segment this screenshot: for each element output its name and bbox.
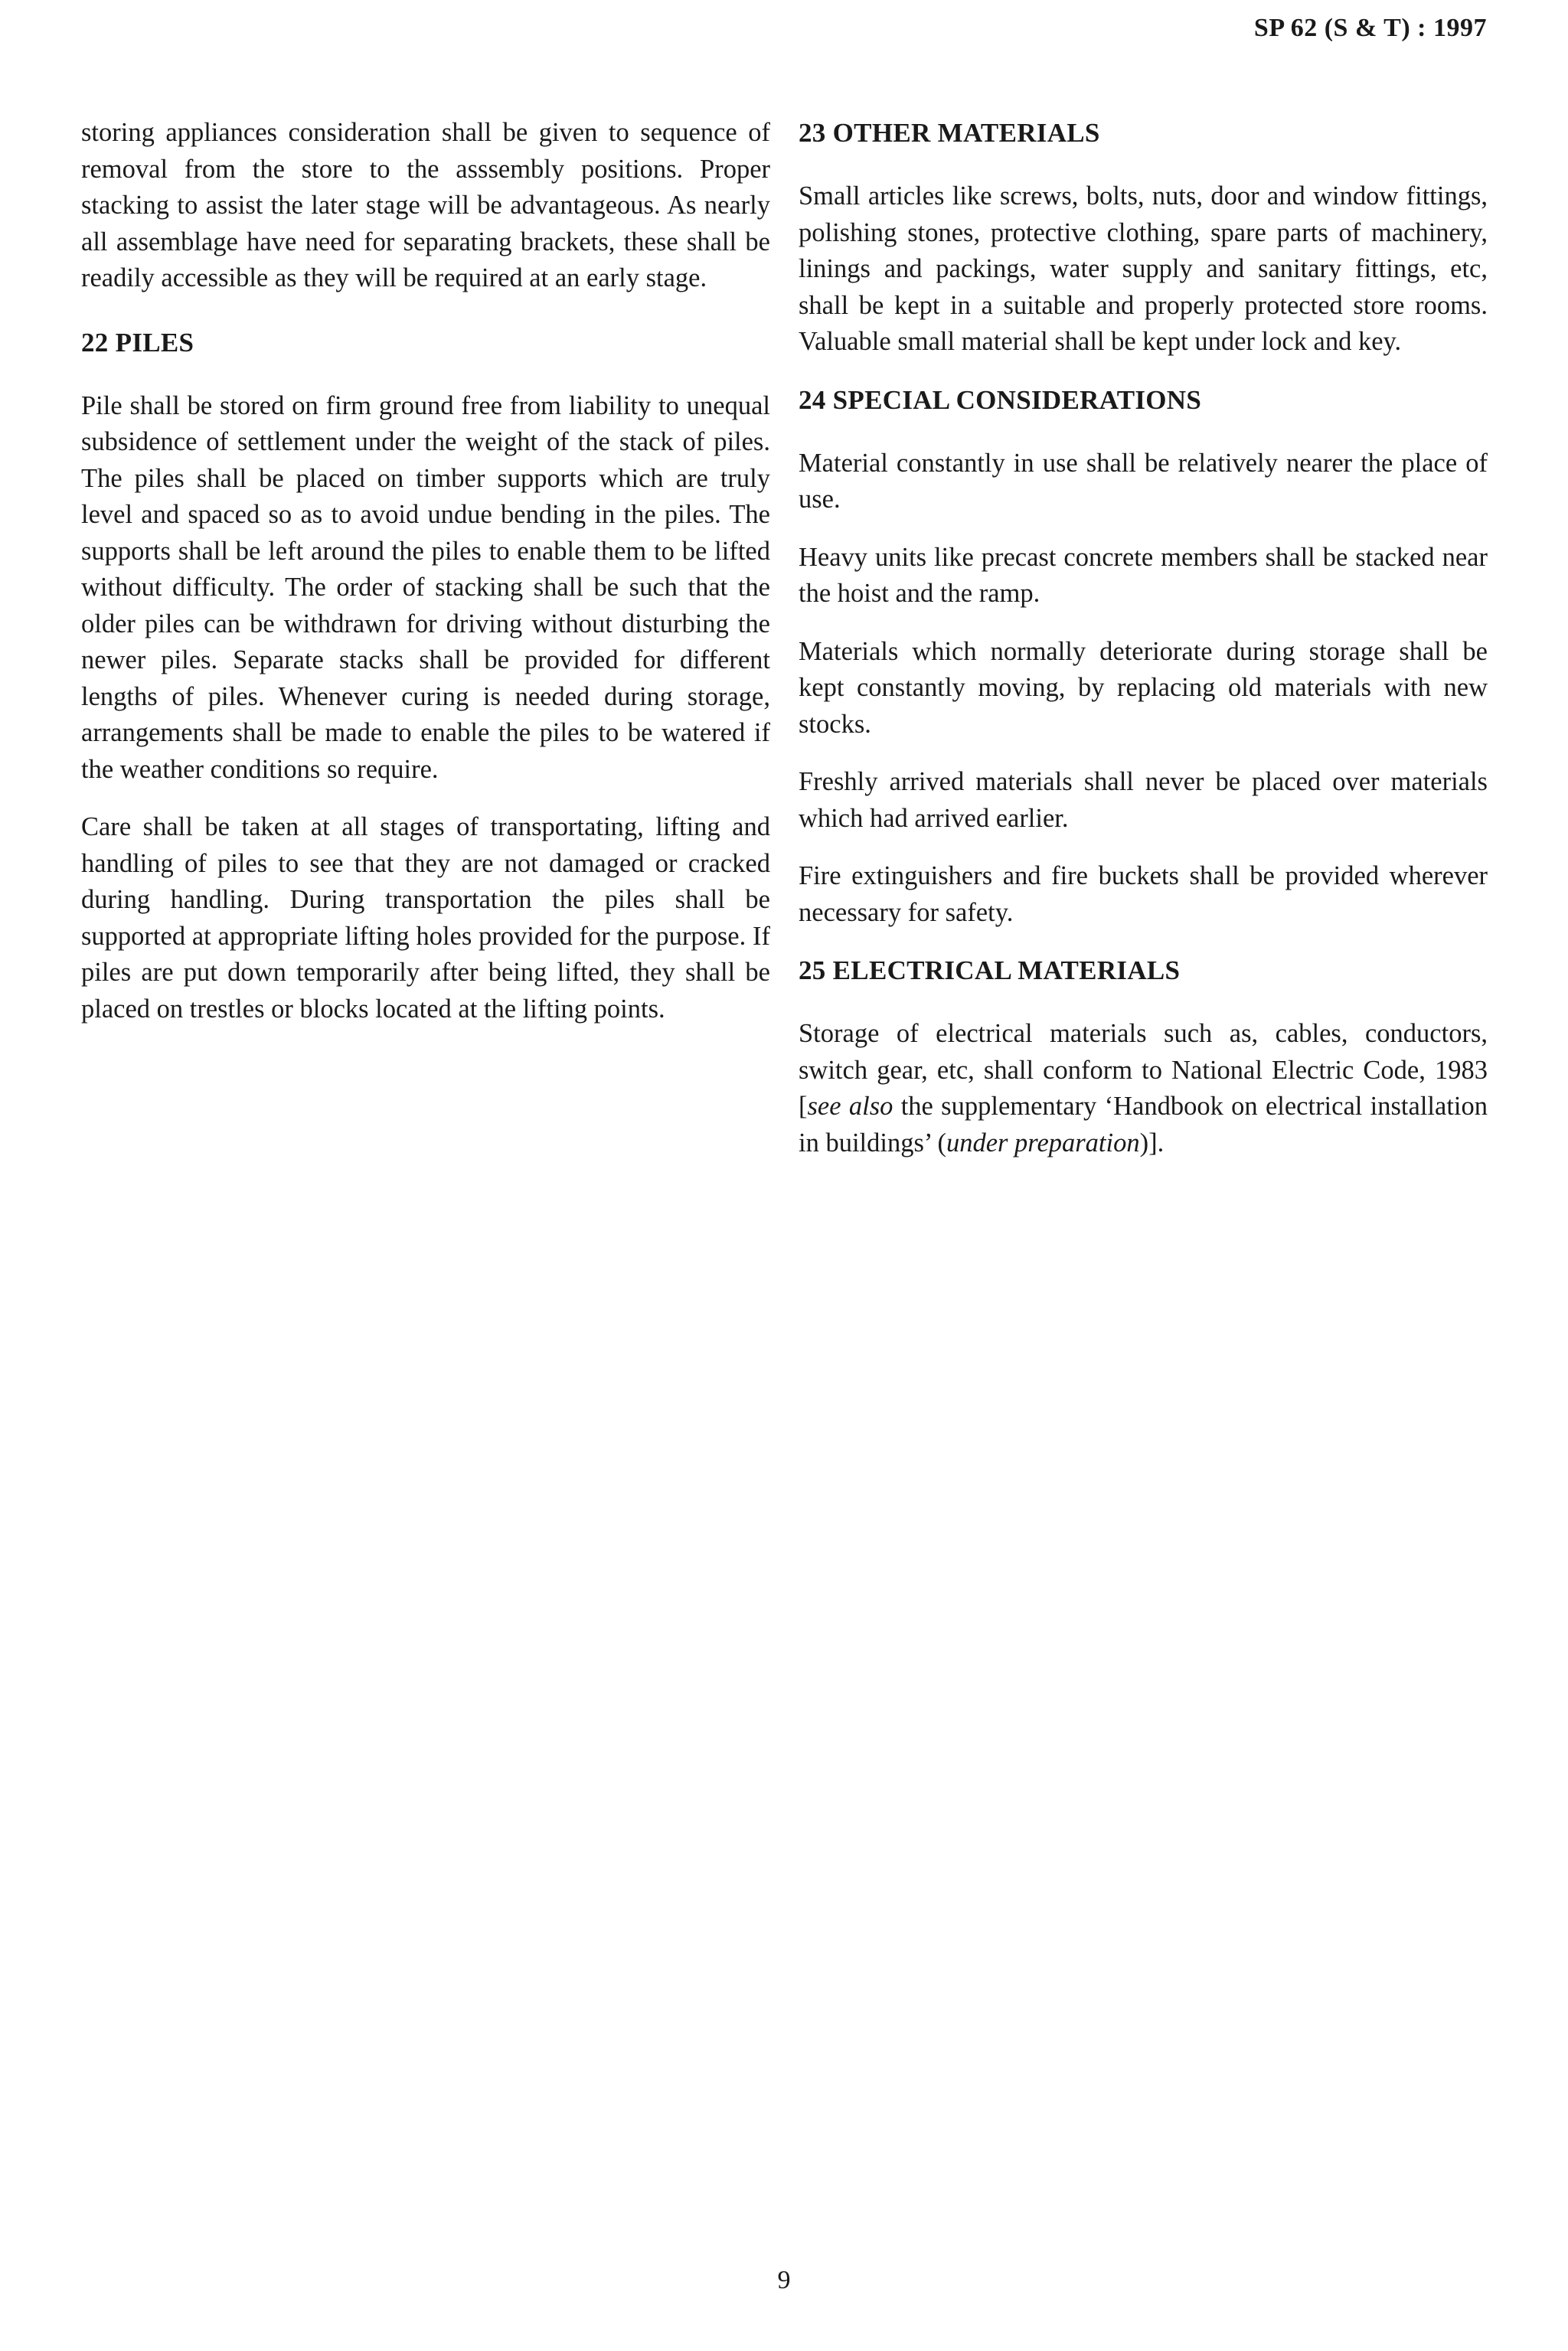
under-preparation-text: under preparation [946,1128,1140,1158]
section-heading-24: 24 SPECIAL CONSIDERATIONS [799,384,1202,415]
section-23-paragraph-1: Small articles like screws, bolts, nuts, door and window fittings, polishing stones, protective clothing, spare parts of machinery, linings and packings, water supply and sanitary fittings, etc, shall be kept in a suitable and properly protected store rooms. Valuable small material shall be kept under lock and key. [799,181,1488,356]
left-column [81,115,770,1049]
section-24-paragraph-3: Materials which normally deteriorate during storage shall be kept constantly moving, by replacing old materials with new stocks. [799,636,1488,739]
section-24-paragraph-4: Freshly arrived materials shall never be placed over materials which had arrived earlier. [799,767,1488,833]
section-25-text-end: )]. [1139,1128,1165,1158]
section-25-text-start: Storage of electrical materials such as, cables, conductors, switch gear, etc, shall conform to National Electric Code, 1983 [ [799,1019,1488,1121]
running-head: SP 62 (S & T) : 1997 [1253,14,1487,42]
section-24-paragraph-5: Fire extinguishers and fire buckets shall be provided wherever necessary for safety. [799,861,1488,927]
section-24-paragraph-1: Material constantly in use shall be relatively nearer the place of use. [799,448,1488,514]
see-also-text: see also [807,1092,893,1121]
section-22-paragraph-1: Pile shall be stored on firm ground free from liability to unequal subsidence of settlement under the weight of the stack of piles. The piles shall be placed on timber supports which are truly level and spaced so as to avoid undue bending in the piles. The supports shall be left around the piles to enable them to be lifted without difficulty. The order of stacking shall be such that the older piles can be withdrawn for driving without disturbing the newer piles. Separate stacks shall be provided for different lengths of piles. Whenever curing is needed during storage, arrangements shall be made to enable the piles to be watered if the weather conditions so require. [81,390,770,784]
section-22-paragraph-2: Care shall be taken at all stages of transportating, lifting and handling of piles to see that they are not damaged or cracked during handling. During transportation the piles shall be supported at appropriate lifting holes provided for the purpose. If piles are put down temporarily after being lifted, they shall be placed on trestles or blocks located at the lifting points. [81,812,770,1024]
section-24-paragraph-2: Heavy units like precast concrete members shall be stacked near the hoist and the ramp. [799,542,1488,608]
intro-paragraph: storing appliances consideration shall be given to sequence of removal from the store to the asssembly positions. Proper stacking to assist the later stage will be advantageous. As nearly all assemblage have need for separating brackets, these shall be readily accessible as they will be required at an early stage. [81,118,770,292]
page-number: 9 [777,2266,791,2294]
section-25-paragraph-1 [799,1016,1488,1161]
right-column [799,115,1488,1183]
section-heading-23: 23 OTHER MATERIALS [799,118,1100,148]
section-heading-25: 25 ELECTRICAL MATERIALS [799,955,1181,985]
section-heading-22: 22 PILES [81,327,194,358]
section-25-text-middle: the supplementary ‘Handbook on electrical installation in buildings’ ( [799,1092,1488,1158]
